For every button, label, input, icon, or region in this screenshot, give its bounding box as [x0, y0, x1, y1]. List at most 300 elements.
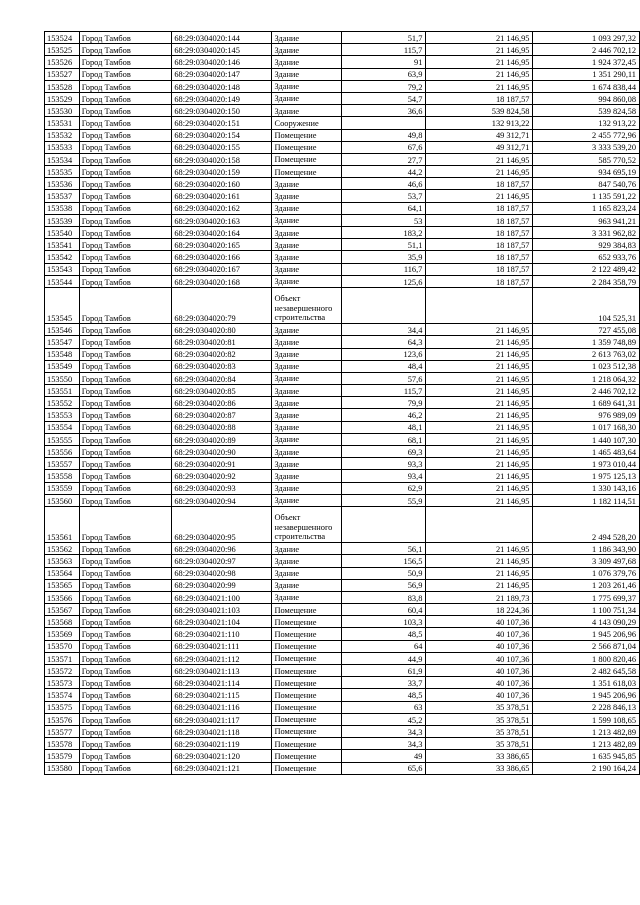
- specific-value-cell: 35 378,51: [426, 713, 533, 725]
- specific-value-cell: 49 312,71: [426, 129, 533, 141]
- object-type-cell: Помещение: [272, 166, 342, 178]
- cadastral-value-cell: 539 824,58: [533, 105, 640, 117]
- locality-cell: Город Тамбов: [79, 665, 172, 677]
- locality-cell: Город Тамбов: [79, 409, 172, 421]
- cadastral-number-cell: 68:29:0304020:97: [172, 555, 272, 567]
- locality-cell: Город Тамбов: [79, 324, 172, 336]
- cadastral-number-cell: 68:29:0304021:114: [172, 677, 272, 689]
- cadastral-number-cell: 68:29:0304020:90: [172, 446, 272, 458]
- cadastral-value-table: [44, 31, 640, 775]
- row-id-cell: 153572: [45, 665, 80, 677]
- area-cell: 34,3: [342, 738, 426, 750]
- specific-value-cell: 21 146,95: [426, 80, 533, 92]
- row-id-cell: 153560: [45, 494, 80, 506]
- object-type-cell: Здание: [272, 543, 342, 555]
- row-id-cell: 153563: [45, 555, 80, 567]
- specific-value-cell: 40 107,36: [426, 677, 533, 689]
- table-row: [45, 336, 640, 348]
- cadastral-value-cell: 963 941,21: [533, 214, 640, 226]
- cadastral-value-cell: 3 333 539,20: [533, 141, 640, 153]
- specific-value-cell: 33 386,65: [426, 762, 533, 774]
- table-row: [45, 543, 640, 555]
- object-type-cell: Здание: [272, 555, 342, 567]
- locality-cell: Город Тамбов: [79, 348, 172, 360]
- table-row: [45, 628, 640, 640]
- row-id-cell: 153537: [45, 190, 80, 202]
- cadastral-number-cell: 68:29:0304021:118: [172, 725, 272, 737]
- object-type-cell: Помещение: [272, 141, 342, 153]
- specific-value-cell: 40 107,36: [426, 628, 533, 640]
- locality-cell: Город Тамбов: [79, 762, 172, 774]
- area-cell: 125,6: [342, 275, 426, 287]
- area-cell: 54,7: [342, 92, 426, 104]
- area-cell: 56,9: [342, 579, 426, 591]
- row-id-cell: 153547: [45, 336, 80, 348]
- row-id-cell: 153534: [45, 153, 80, 165]
- table-row: [45, 117, 640, 129]
- cadastral-value-cell: 585 770,52: [533, 153, 640, 165]
- locality-cell: Город Тамбов: [79, 616, 172, 628]
- specific-value-cell: 49 312,71: [426, 141, 533, 153]
- table-row: [45, 190, 640, 202]
- area-cell: 33,7: [342, 677, 426, 689]
- object-type-cell: Здание: [272, 263, 342, 275]
- locality-cell: Город Тамбов: [79, 421, 172, 433]
- cadastral-number-cell: 68:29:0304020:147: [172, 68, 272, 80]
- table-row: [45, 409, 640, 421]
- locality-cell: Город Тамбов: [79, 482, 172, 494]
- locality-cell: Город Тамбов: [79, 44, 172, 56]
- row-id-cell: 153552: [45, 397, 80, 409]
- table-row: [45, 482, 640, 494]
- area-cell: 60,4: [342, 604, 426, 616]
- object-type-cell: Здание: [272, 360, 342, 372]
- locality-cell: Город Тамбов: [79, 190, 172, 202]
- area-cell: [342, 287, 426, 323]
- row-id-cell: 153551: [45, 385, 80, 397]
- table-row: [45, 677, 640, 689]
- row-id-cell: 153543: [45, 263, 80, 275]
- locality-cell: Город Тамбов: [79, 689, 172, 701]
- cadastral-value-cell: 2 446 702,12: [533, 385, 640, 397]
- specific-value-cell: 21 146,95: [426, 166, 533, 178]
- area-cell: 57,6: [342, 372, 426, 384]
- object-type-cell: Объект незавершенного строительства: [272, 506, 342, 542]
- table-row: [45, 421, 640, 433]
- specific-value-cell: 21 146,95: [426, 348, 533, 360]
- area-cell: 183,2: [342, 227, 426, 239]
- cadastral-value-cell: 1 945 206,96: [533, 628, 640, 640]
- area-cell: [342, 117, 426, 129]
- cadastral-value-cell: 1 945 206,96: [533, 689, 640, 701]
- cadastral-number-cell: 68:29:0304020:98: [172, 567, 272, 579]
- object-type-cell: Здание: [272, 421, 342, 433]
- specific-value-cell: 21 146,95: [426, 324, 533, 336]
- object-type-cell: Здание: [272, 433, 342, 445]
- area-cell: 35,9: [342, 251, 426, 263]
- specific-value-cell: 18 187,57: [426, 92, 533, 104]
- table-row: [45, 750, 640, 762]
- cadastral-number-cell: 68:29:0304021:115: [172, 689, 272, 701]
- cadastral-number-cell: 68:29:0304020:166: [172, 251, 272, 263]
- row-id-cell: 153538: [45, 202, 80, 214]
- cadastral-number-cell: 68:29:0304020:154: [172, 129, 272, 141]
- cadastral-number-cell: 68:29:0304020:80: [172, 324, 272, 336]
- cadastral-number-cell: 68:29:0304020:95: [172, 506, 272, 542]
- row-id-cell: 153544: [45, 275, 80, 287]
- locality-cell: Город Тамбов: [79, 750, 172, 762]
- locality-cell: Город Тамбов: [79, 506, 172, 542]
- cadastral-value-cell: 929 384,83: [533, 239, 640, 251]
- object-type-cell: Здание: [272, 494, 342, 506]
- cadastral-number-cell: 68:29:0304021:119: [172, 738, 272, 750]
- object-type-cell: Здание: [272, 567, 342, 579]
- specific-value-cell: 40 107,36: [426, 616, 533, 628]
- row-id-cell: 153529: [45, 92, 80, 104]
- locality-cell: Город Тамбов: [79, 68, 172, 80]
- cadastral-number-cell: 68:29:0304021:112: [172, 652, 272, 664]
- cadastral-value-cell: 1 213 482,89: [533, 725, 640, 737]
- table-row: [45, 762, 640, 774]
- cadastral-number-cell: 68:29:0304020:168: [172, 275, 272, 287]
- row-id-cell: 153573: [45, 677, 80, 689]
- row-id-cell: 153567: [45, 604, 80, 616]
- specific-value-cell: 21 146,95: [426, 409, 533, 421]
- cadastral-value-cell: 1 635 945,85: [533, 750, 640, 762]
- cadastral-number-cell: 68:29:0304020:167: [172, 263, 272, 275]
- table-row: [45, 80, 640, 92]
- specific-value-cell: 18 187,57: [426, 202, 533, 214]
- cadastral-value-cell: 1 689 641,31: [533, 397, 640, 409]
- cadastral-value-cell: 104 525,31: [533, 287, 640, 323]
- locality-cell: Город Тамбов: [79, 738, 172, 750]
- table-row: [45, 591, 640, 603]
- area-cell: 50,9: [342, 567, 426, 579]
- object-type-cell: Помещение: [272, 713, 342, 725]
- table-row: [45, 360, 640, 372]
- cadastral-value-cell: 2 190 164,24: [533, 762, 640, 774]
- object-type-cell: Помещение: [272, 665, 342, 677]
- locality-cell: Город Тамбов: [79, 446, 172, 458]
- cadastral-number-cell: 68:29:0304020:91: [172, 458, 272, 470]
- specific-value-cell: 21 146,95: [426, 421, 533, 433]
- row-id-cell: 153577: [45, 725, 80, 737]
- cadastral-value-cell: 1 975 125,13: [533, 470, 640, 482]
- object-type-cell: Здание: [272, 579, 342, 591]
- specific-value-cell: 21 146,95: [426, 190, 533, 202]
- table-row: [45, 738, 640, 750]
- object-type-cell: Помещение: [272, 762, 342, 774]
- area-cell: 53: [342, 214, 426, 226]
- row-id-cell: 153527: [45, 68, 80, 80]
- table-row: [45, 141, 640, 153]
- row-id-cell: 153575: [45, 701, 80, 713]
- row-id-cell: 153565: [45, 579, 80, 591]
- area-cell: 62,9: [342, 482, 426, 494]
- table-row: [45, 178, 640, 190]
- cadastral-number-cell: 68:29:0304020:165: [172, 239, 272, 251]
- table-row: [45, 287, 640, 323]
- table-row: [45, 458, 640, 470]
- specific-value-cell: 21 146,95: [426, 482, 533, 494]
- specific-value-cell: 132 913,22: [426, 117, 533, 129]
- object-type-cell: Здание: [272, 372, 342, 384]
- row-id-cell: 153536: [45, 178, 80, 190]
- object-type-cell: Здание: [272, 446, 342, 458]
- specific-value-cell: 21 146,95: [426, 494, 533, 506]
- locality-cell: Город Тамбов: [79, 178, 172, 190]
- area-cell: 44,9: [342, 652, 426, 664]
- cadastral-value-cell: 3 331 962,82: [533, 227, 640, 239]
- cadastral-number-cell: 68:29:0304020:160: [172, 178, 272, 190]
- table-row: [45, 652, 640, 664]
- area-cell: 27,7: [342, 153, 426, 165]
- area-cell: 156,5: [342, 555, 426, 567]
- object-type-cell: Здание: [272, 32, 342, 44]
- specific-value-cell: [426, 506, 533, 542]
- cadastral-value-cell: 1 165 823,24: [533, 202, 640, 214]
- area-cell: 68,1: [342, 433, 426, 445]
- cadastral-number-cell: 68:29:0304021:113: [172, 665, 272, 677]
- locality-cell: Город Тамбов: [79, 80, 172, 92]
- object-type-cell: Помещение: [272, 604, 342, 616]
- cadastral-value-cell: 2 494 528,20: [533, 506, 640, 542]
- cadastral-number-cell: 68:29:0304020:87: [172, 409, 272, 421]
- cadastral-value-cell: 1 213 482,89: [533, 738, 640, 750]
- row-id-cell: 153579: [45, 750, 80, 762]
- table-row: [45, 713, 640, 725]
- specific-value-cell: 40 107,36: [426, 640, 533, 652]
- cadastral-value-cell: 1 351 290,11: [533, 68, 640, 80]
- object-type-cell: Здание: [272, 190, 342, 202]
- cadastral-number-cell: 68:29:0304020:148: [172, 80, 272, 92]
- specific-value-cell: 35 378,51: [426, 738, 533, 750]
- table-row: [45, 227, 640, 239]
- specific-value-cell: 21 146,95: [426, 385, 533, 397]
- object-type-cell: Помещение: [272, 725, 342, 737]
- locality-cell: Город Тамбов: [79, 214, 172, 226]
- cadastral-value-cell: 2 122 489,42: [533, 263, 640, 275]
- object-type-cell: Помещение: [272, 652, 342, 664]
- area-cell: 79,9: [342, 397, 426, 409]
- locality-cell: Город Тамбов: [79, 275, 172, 287]
- specific-value-cell: 21 146,95: [426, 543, 533, 555]
- specific-value-cell: 21 146,95: [426, 458, 533, 470]
- specific-value-cell: 21 146,95: [426, 68, 533, 80]
- area-cell: 49: [342, 750, 426, 762]
- cadastral-number-cell: 68:29:0304020:158: [172, 153, 272, 165]
- row-id-cell: 153531: [45, 117, 80, 129]
- table-row: [45, 506, 640, 542]
- object-type-cell: Помещение: [272, 689, 342, 701]
- cadastral-number-cell: 68:29:0304021:111: [172, 640, 272, 652]
- area-cell: 79,2: [342, 80, 426, 92]
- row-id-cell: 153546: [45, 324, 80, 336]
- row-id-cell: 153580: [45, 762, 80, 774]
- area-cell: 49,8: [342, 129, 426, 141]
- object-type-cell: Помещение: [272, 153, 342, 165]
- object-type-cell: Объект незавершенного строительства: [272, 287, 342, 323]
- specific-value-cell: 33 386,65: [426, 750, 533, 762]
- object-type-cell: Здание: [272, 239, 342, 251]
- area-cell: 69,3: [342, 446, 426, 458]
- row-id-cell: 153561: [45, 506, 80, 542]
- row-id-cell: 153568: [45, 616, 80, 628]
- area-cell: 56,1: [342, 543, 426, 555]
- cadastral-value-cell: 1 135 591,22: [533, 190, 640, 202]
- cadastral-value-cell: 1 218 064,32: [533, 372, 640, 384]
- row-id-cell: 153574: [45, 689, 80, 701]
- locality-cell: Город Тамбов: [79, 579, 172, 591]
- locality-cell: Город Тамбов: [79, 555, 172, 567]
- cadastral-number-cell: 68:29:0304020:155: [172, 141, 272, 153]
- cadastral-number-cell: 68:29:0304020:149: [172, 92, 272, 104]
- cadastral-number-cell: 68:29:0304021:100: [172, 591, 272, 603]
- area-cell: 123,6: [342, 348, 426, 360]
- locality-cell: Город Тамбов: [79, 725, 172, 737]
- cadastral-value-cell: 2 613 763,02: [533, 348, 640, 360]
- table-row: [45, 202, 640, 214]
- cadastral-number-cell: 68:29:0304020:144: [172, 32, 272, 44]
- specific-value-cell: 21 146,95: [426, 32, 533, 44]
- table-row: [45, 372, 640, 384]
- area-cell: 64,1: [342, 202, 426, 214]
- cadastral-value-cell: 1 359 748,89: [533, 336, 640, 348]
- specific-value-cell: 18 224,36: [426, 604, 533, 616]
- object-type-cell: Здание: [272, 44, 342, 56]
- table-row: [45, 68, 640, 80]
- table-row: [45, 433, 640, 445]
- locality-cell: Город Тамбов: [79, 129, 172, 141]
- row-id-cell: 153553: [45, 409, 80, 421]
- cadastral-number-cell: 68:29:0304020:81: [172, 336, 272, 348]
- cadastral-number-cell: 68:29:0304020:89: [172, 433, 272, 445]
- locality-cell: Город Тамбов: [79, 251, 172, 263]
- table-row: [45, 579, 640, 591]
- row-id-cell: 153535: [45, 166, 80, 178]
- specific-value-cell: 18 187,57: [426, 178, 533, 190]
- object-type-cell: Помещение: [272, 750, 342, 762]
- cadastral-number-cell: 68:29:0304021:103: [172, 604, 272, 616]
- locality-cell: Город Тамбов: [79, 640, 172, 652]
- specific-value-cell: 18 187,57: [426, 227, 533, 239]
- cadastral-value-cell: 2 455 772,96: [533, 129, 640, 141]
- area-cell: 103,3: [342, 616, 426, 628]
- table-row: [45, 640, 640, 652]
- row-id-cell: 153541: [45, 239, 80, 251]
- table-row: [45, 470, 640, 482]
- cadastral-number-cell: 68:29:0304020:161: [172, 190, 272, 202]
- cadastral-number-cell: 68:29:0304021:110: [172, 628, 272, 640]
- specific-value-cell: 21 146,95: [426, 555, 533, 567]
- specific-value-cell: 18 187,57: [426, 275, 533, 287]
- cadastral-value-cell: 3 309 497,68: [533, 555, 640, 567]
- cadastral-value-cell: 1 465 483,64: [533, 446, 640, 458]
- cadastral-number-cell: 68:29:0304021:117: [172, 713, 272, 725]
- specific-value-cell: 539 824,58: [426, 105, 533, 117]
- cadastral-value-cell: 1 076 379,76: [533, 567, 640, 579]
- specific-value-cell: 21 146,95: [426, 446, 533, 458]
- area-cell: 48,5: [342, 689, 426, 701]
- object-type-cell: Помещение: [272, 701, 342, 713]
- area-cell: [342, 506, 426, 542]
- locality-cell: Город Тамбов: [79, 92, 172, 104]
- row-id-cell: 153559: [45, 482, 80, 494]
- cadastral-value-cell: 1 599 108,65: [533, 713, 640, 725]
- cadastral-value-cell: 2 566 871,04: [533, 640, 640, 652]
- locality-cell: Город Тамбов: [79, 567, 172, 579]
- object-type-cell: Здание: [272, 178, 342, 190]
- cadastral-number-cell: 68:29:0304020:92: [172, 470, 272, 482]
- locality-cell: Город Тамбов: [79, 677, 172, 689]
- locality-cell: Город Тамбов: [79, 227, 172, 239]
- row-id-cell: 153570: [45, 640, 80, 652]
- row-id-cell: 153530: [45, 105, 80, 117]
- area-cell: 67,6: [342, 141, 426, 153]
- specific-value-cell: 21 146,95: [426, 397, 533, 409]
- area-cell: 64,3: [342, 336, 426, 348]
- object-type-cell: Здание: [272, 470, 342, 482]
- cadastral-number-cell: 68:29:0304020:83: [172, 360, 272, 372]
- object-type-cell: Здание: [272, 275, 342, 287]
- area-cell: 63: [342, 701, 426, 713]
- cadastral-value-cell: 1 440 107,30: [533, 433, 640, 445]
- row-id-cell: 153562: [45, 543, 80, 555]
- specific-value-cell: 18 187,57: [426, 251, 533, 263]
- row-id-cell: 153569: [45, 628, 80, 640]
- table-row: [45, 348, 640, 360]
- locality-cell: Город Тамбов: [79, 604, 172, 616]
- locality-cell: Город Тамбов: [79, 458, 172, 470]
- object-type-cell: Здание: [272, 409, 342, 421]
- locality-cell: Город Тамбов: [79, 105, 172, 117]
- row-id-cell: 153550: [45, 372, 80, 384]
- locality-cell: Город Тамбов: [79, 166, 172, 178]
- table-row: [45, 166, 640, 178]
- table-row: [45, 385, 640, 397]
- cadastral-number-cell: 68:29:0304020:145: [172, 44, 272, 56]
- cadastral-number-cell: 68:29:0304020:85: [172, 385, 272, 397]
- cadastral-number-cell: 68:29:0304020:150: [172, 105, 272, 117]
- table-row: [45, 44, 640, 56]
- row-id-cell: 153545: [45, 287, 80, 323]
- cadastral-value-cell: 934 695,19: [533, 166, 640, 178]
- cadastral-number-cell: 68:29:0304020:94: [172, 494, 272, 506]
- cadastral-value-cell: 847 540,76: [533, 178, 640, 190]
- object-type-cell: Здание: [272, 591, 342, 603]
- area-cell: 51,1: [342, 239, 426, 251]
- object-type-cell: Здание: [272, 214, 342, 226]
- cadastral-value-cell: 132 913,22: [533, 117, 640, 129]
- locality-cell: Город Тамбов: [79, 494, 172, 506]
- table-row: [45, 153, 640, 165]
- area-cell: 36,6: [342, 105, 426, 117]
- row-id-cell: 153566: [45, 591, 80, 603]
- cadastral-value-cell: 1 186 343,90: [533, 543, 640, 555]
- area-cell: 61,9: [342, 665, 426, 677]
- area-cell: 51,7: [342, 32, 426, 44]
- object-type-cell: Здание: [272, 80, 342, 92]
- locality-cell: Город Тамбов: [79, 117, 172, 129]
- row-id-cell: 153554: [45, 421, 80, 433]
- locality-cell: Город Тамбов: [79, 202, 172, 214]
- object-type-cell: Сооружение: [272, 117, 342, 129]
- cadastral-number-cell: 68:29:0304020:151: [172, 117, 272, 129]
- locality-cell: Город Тамбов: [79, 628, 172, 640]
- table-row: [45, 32, 640, 44]
- locality-cell: Город Тамбов: [79, 543, 172, 555]
- specific-value-cell: 35 378,51: [426, 701, 533, 713]
